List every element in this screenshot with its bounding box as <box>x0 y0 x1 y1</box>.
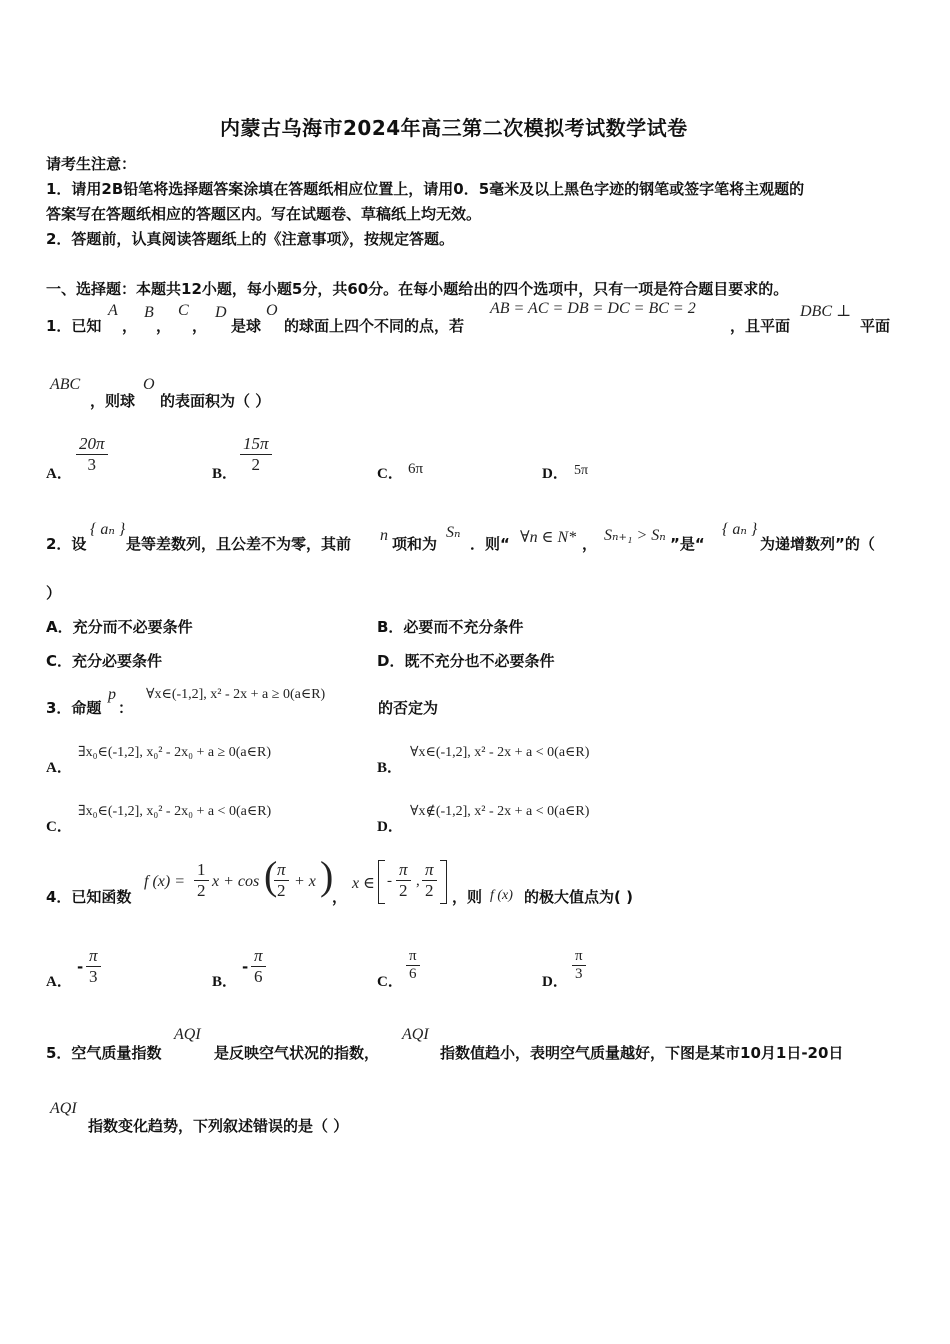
q2-text-4: ”是“ <box>670 535 705 553</box>
q3-statement: ∀x∈(-1,2], x² - 2x + a ≥ 0(a∈R) <box>146 687 326 702</box>
q1-option-a-fraction <box>76 434 108 474</box>
q4-option-b-fraction <box>251 946 266 986</box>
q3-option-a-label: A． <box>46 760 72 776</box>
q3-option-d-label: D． <box>377 819 403 835</box>
q4-x-in: x ∈ <box>352 875 375 892</box>
q1-text-4: 平面 <box>860 317 891 335</box>
q4-option-c-numerator: π <box>406 948 420 966</box>
q4-x-cos: x + cos <box>212 873 260 890</box>
q3-prefix: 3．命题 <box>46 699 102 717</box>
q4-option-b-sign: - <box>242 958 249 976</box>
q4-text-2: 的极大值点为( ) <box>524 888 633 906</box>
q2-sum-sn: Sₙ <box>446 524 461 541</box>
q1-point-c: C <box>178 302 189 319</box>
q3-option-b-value: ∀x∈(-1,2], x² - 2x + a < 0(a∈R) <box>410 745 590 760</box>
q1-option-d-value: 5π <box>574 463 589 478</box>
q1-option-a-numerator: 20π <box>76 434 108 455</box>
q2-option-b: B．必要而不充分条件 <box>377 618 524 636</box>
q4-option-a-denominator: 3 <box>89 966 98 986</box>
q4-half-numerator: 1 <box>194 860 209 881</box>
notice-heading: 请考生注意： <box>46 155 137 173</box>
q3-proposition-p: p <box>108 686 116 703</box>
q1-option-c-value: 6π <box>408 461 424 477</box>
q3-colon: ： <box>118 699 134 717</box>
q4-pi-half-fraction <box>274 860 289 900</box>
q1-text-6: 的表面积为（ ） <box>160 392 271 410</box>
q2-n: n <box>380 527 388 544</box>
q1-plane-abc: ABC <box>50 376 81 393</box>
q2-text-1: 是等差数列，且公差不为零，其前 <box>126 535 352 553</box>
q4-option-d-denominator: 3 <box>575 966 583 983</box>
q2-sequence-an: { aₙ } <box>90 521 126 538</box>
q4-prefix: 4．已知函数 <box>46 888 132 906</box>
q2-text-5: 为递增数列”的（ <box>760 535 875 553</box>
q1-point-b: B <box>144 304 154 321</box>
q2-inequality: Sₙ₊₁ > Sₙ <box>604 527 666 544</box>
q1-plane-dbc: DBC ⊥ <box>800 303 852 320</box>
q5-aqi-3: AQI <box>50 1100 77 1117</box>
q4-interval-left-numerator: π <box>396 860 411 881</box>
q5-text-1: 是反映空气状况的指数， <box>214 1044 380 1062</box>
q1-option-b-numerator: 15π <box>240 434 272 455</box>
q1-sphere-o-2: O <box>143 376 155 393</box>
q1-option-d-label: D． <box>542 466 568 482</box>
q4-text-1: ，则 <box>452 888 483 906</box>
q4-half-denominator: 2 <box>197 880 206 900</box>
q5-aqi-2: AQI <box>402 1026 429 1043</box>
q4-option-b-label: B． <box>212 974 238 990</box>
q4-option-a-numerator: π <box>86 946 101 967</box>
q1-comma-1: ， <box>122 317 138 335</box>
q5-text-3: 指数变化趋势，下列叙述错误的是（ ） <box>88 1117 349 1135</box>
q3-option-a-value: ∃x₀∈(-1,2], x₀² - 2x₀ + a ≥ 0(a∈R) <box>78 745 271 760</box>
q4-minus: - <box>387 873 392 889</box>
q1-comma-2: ， <box>156 317 172 335</box>
q4-option-b-numerator: π <box>251 946 266 967</box>
q2-text-3: ．则“ <box>470 535 510 553</box>
q4-plus-x: + x <box>294 873 316 890</box>
q1-point-a: A <box>108 302 118 319</box>
q1-equation: AB = AC = DB = DC = BC = 2 <box>490 300 696 317</box>
q2-forall-n: ∀n ∈ N* <box>520 529 577 546</box>
q2-prefix: 2．设 <box>46 535 87 553</box>
q4-comma: ， <box>332 888 348 906</box>
q1-option-b-denominator: 2 <box>251 454 261 474</box>
q3-text-1: 的否定为 <box>378 699 439 717</box>
q1-option-c-label: C． <box>377 466 403 482</box>
q1-option-a-label: A． <box>46 466 72 482</box>
q4-option-c-fraction <box>406 948 420 984</box>
q2-comma: ， <box>582 535 598 553</box>
q1-text-1: 是球 <box>231 317 262 335</box>
q4-option-a-sign: - <box>77 958 84 976</box>
q4-pi-denominator: 2 <box>277 880 286 900</box>
q4-fx: f (x) = <box>144 873 185 890</box>
q4-fx-2: f (x) <box>490 888 513 903</box>
q1-option-b-label: B． <box>212 466 238 482</box>
q4-interval-left-denominator: 2 <box>399 880 408 900</box>
q4-interval-right-denominator: 2 <box>425 880 434 900</box>
q4-option-b-denominator: 6 <box>254 966 263 986</box>
q4-left-paren: ( <box>264 853 278 898</box>
q1-option-a-denominator: 3 <box>87 454 97 474</box>
q4-option-d-label: D． <box>542 974 568 990</box>
q4-option-d-fraction <box>572 948 586 984</box>
q2-text-6: ） <box>46 584 62 602</box>
q4-interval-left-fraction <box>396 860 411 900</box>
q4-option-c-denominator: 6 <box>409 966 417 983</box>
q4-right-bracket <box>440 860 447 904</box>
q4-interval-right-fraction <box>422 860 437 900</box>
q4-option-d-numerator: π <box>572 948 586 966</box>
q1-prefix: 1．已知 <box>46 317 102 335</box>
q3-option-c-value: ∃x₀∈(-1,2], x₀² - 2x₀ + a < 0(a∈R) <box>78 804 272 819</box>
q1-comma-3: ， <box>192 317 208 335</box>
q4-option-a-fraction <box>86 946 101 986</box>
q1-text-2: 的球面上四个不同的点，若 <box>284 317 465 335</box>
q4-interval-right-numerator: π <box>422 860 437 881</box>
section-1-heading: 一、选择题：本题共12小题，每小题5分，共60分。在每小题给出的四个选项中，只有一项是符合题目要求的。 <box>46 280 789 298</box>
q4-option-a-label: A． <box>46 974 72 990</box>
q1-point-d: D <box>215 304 227 321</box>
notice-item-2: 2．答题前，认真阅读答题纸上的《注意事项》，按规定答题。 <box>46 230 454 248</box>
q4-option-c-label: C． <box>377 974 403 990</box>
q3-option-b-label: B． <box>377 760 403 776</box>
q5-text-2: 指数值趋小，表明空气质量越好，下图是某市10月1日-20日 <box>440 1044 844 1062</box>
q1-sphere-o: O <box>266 302 278 319</box>
q1-text-3: ，且平面 <box>730 317 791 335</box>
q2-option-c: C．充分必要条件 <box>46 652 163 670</box>
q4-half-fraction <box>194 860 209 900</box>
q5-prefix: 5．空气质量指数 <box>46 1044 162 1062</box>
page-title: 内蒙古乌海市2024年高三第二次模拟考试数学试卷 <box>220 116 688 140</box>
notice-item-1-line-1: 1．请用2B铅笔将选择题答案涂填在答题纸相应位置上，请用0．5毫米及以上黑色字迹的钢笔或签字笔将主观题的 <box>46 180 805 198</box>
q2-sequence-an-2: { aₙ } <box>722 521 758 538</box>
q4-pi-numerator: π <box>274 860 289 881</box>
q4-left-bracket <box>378 860 385 904</box>
q5-aqi-1: AQI <box>174 1026 201 1043</box>
q1-option-b-fraction <box>240 434 272 474</box>
q2-option-d: D．既不充分也不必要条件 <box>377 652 555 670</box>
notice-item-1-line-2: 答案写在答题纸相应的答题区内。写在试题卷、草稿纸上均无效。 <box>46 205 482 223</box>
q1-text-5: ，则球 <box>90 392 136 410</box>
q2-option-a: A．充分而不必要条件 <box>46 618 193 636</box>
q4-right-paren: ) <box>320 853 334 898</box>
q4-interval-separator: , <box>416 873 420 889</box>
q2-text-2: 项和为 <box>392 535 438 553</box>
q3-option-c-label: C． <box>46 819 72 835</box>
q3-option-d-value: ∀x∉(-1,2], x² - 2x + a < 0(a∈R) <box>410 804 590 819</box>
